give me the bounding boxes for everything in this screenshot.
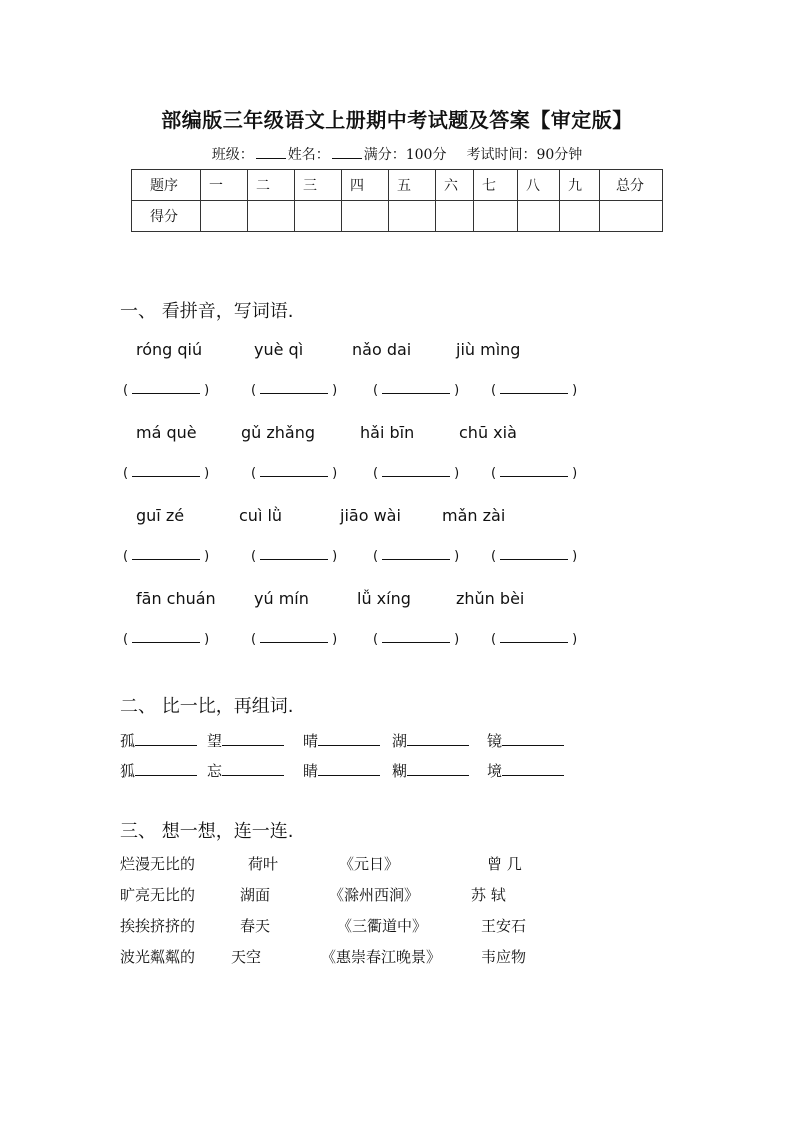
pinyin-word: mǎn zài	[442, 506, 506, 525]
score-cell[interactable]	[248, 201, 295, 232]
score-header-cell: 总分	[600, 170, 663, 201]
score-cell[interactable]	[201, 201, 248, 232]
compare-item[interactable]: 镜	[487, 730, 564, 751]
exam-info	[0, 144, 794, 164]
score-header-cell: 五	[389, 170, 436, 201]
score-cell[interactable]	[474, 201, 518, 232]
name-label: 姓名：	[287, 147, 330, 163]
answer-blank[interactable]: ( )	[491, 383, 578, 398]
compare-item[interactable]: 睛	[303, 760, 380, 781]
compare-item[interactable]: 晴	[303, 730, 380, 751]
answer-blank[interactable]: ( )	[123, 632, 210, 647]
section2-heading: 二、 比一比，再组词.	[120, 696, 294, 717]
pinyin-word: lǚ xíng	[357, 589, 411, 608]
answer-blank[interactable]: ( )	[373, 466, 460, 481]
answer-blank[interactable]: ( )	[123, 466, 210, 481]
pinyin-word: hǎi bīn	[360, 423, 415, 442]
match-poet[interactable]: 王安石	[481, 917, 527, 935]
score-cell[interactable]	[436, 201, 474, 232]
pinyin-word: má què	[136, 423, 197, 442]
compare-item[interactable]: 境	[487, 760, 564, 781]
score-header-row	[132, 170, 663, 201]
answer-blank[interactable]: ( )	[491, 632, 578, 647]
match-adjective[interactable]: 烂漫无比的	[120, 855, 196, 873]
compare-item[interactable]: 狐	[120, 760, 197, 781]
pinyin-word: jiù mìng	[456, 340, 521, 359]
compare-item[interactable]: 忘	[207, 760, 284, 781]
pinyin-word: chū xià	[459, 423, 517, 442]
match-poem[interactable]: 《滁州西涧》	[329, 886, 420, 904]
pinyin-word: nǎo dai	[352, 340, 412, 359]
answer-blank[interactable]: ( )	[251, 466, 338, 481]
pinyin-word: fān chuán	[136, 589, 216, 608]
pinyin-word: yuè qì	[254, 340, 304, 359]
match-noun[interactable]: 湖面	[240, 886, 271, 904]
pinyin-word: gǔ zhǎng	[241, 423, 316, 442]
section3-heading: 三、 想一想，连一连.	[120, 821, 294, 842]
name-blank[interactable]	[332, 146, 362, 159]
score-header-cell: 八	[518, 170, 560, 201]
compare-item[interactable]: 糊	[392, 760, 469, 781]
pinyin-word: guī zé	[136, 506, 185, 525]
match-poem[interactable]: 《惠崇春江晚景》	[321, 948, 442, 966]
answer-blank[interactable]: ( )	[373, 549, 460, 564]
score-cell[interactable]	[342, 201, 389, 232]
compare-item[interactable]: 孤	[120, 730, 197, 751]
match-adjective[interactable]: 旷亮无比的	[120, 886, 196, 904]
answer-blank[interactable]: ( )	[123, 383, 210, 398]
score-row-label: 得分	[132, 201, 201, 232]
section1-heading: 一、 看拼音，写词语.	[120, 301, 294, 322]
score-header-cell: 九	[560, 170, 600, 201]
answer-blank[interactable]: ( )	[123, 549, 210, 564]
score-cell[interactable]	[600, 201, 663, 232]
class-label: 班级：	[211, 147, 254, 163]
answer-blank[interactable]: ( )	[491, 549, 578, 564]
score-cell[interactable]	[389, 201, 436, 232]
pinyin-word: jiāo wài	[340, 506, 401, 525]
match-poem[interactable]: 《三衢道中》	[337, 917, 428, 935]
pinyin-word: yú mín	[254, 589, 309, 608]
pinyin-word: zhǔn bèi	[456, 589, 525, 608]
match-poet[interactable]: 韦应物	[481, 948, 527, 966]
page-title: 部编版三年级语文上册期中考试题及答案【审定版】	[161, 108, 633, 132]
answer-blank[interactable]: ( )	[373, 383, 460, 398]
match-adjective[interactable]: 波光粼粼的	[120, 948, 196, 966]
answer-blank[interactable]: ( )	[251, 549, 338, 564]
full-score: 满分：100分	[363, 147, 447, 163]
class-blank[interactable]	[256, 146, 286, 159]
answer-blank[interactable]: ( )	[373, 632, 460, 647]
match-noun[interactable]: 天空	[231, 948, 262, 966]
score-row	[132, 201, 663, 232]
score-header-cell: 七	[474, 170, 518, 201]
score-header-cell: 三	[295, 170, 342, 201]
score-cell[interactable]	[518, 201, 560, 232]
answer-blank[interactable]: ( )	[251, 383, 338, 398]
score-header-cell: 题序	[132, 170, 201, 201]
score-header-cell: 二	[248, 170, 295, 201]
match-poem[interactable]: 《元日》	[339, 855, 400, 873]
pinyin-word: róng qiú	[136, 340, 203, 359]
exam-time: 考试时间：90分钟	[466, 147, 583, 163]
match-adjective[interactable]: 挨挨挤挤的	[120, 917, 196, 935]
compare-item[interactable]: 湖	[392, 730, 469, 751]
answer-blank[interactable]: ( )	[251, 632, 338, 647]
score-header-cell: 一	[201, 170, 248, 201]
match-poet[interactable]: 曾 几	[487, 855, 522, 873]
score-header-cell: 六	[436, 170, 474, 201]
score-header-cell: 四	[342, 170, 389, 201]
compare-item[interactable]: 望	[207, 730, 284, 751]
match-noun[interactable]: 荷叶	[248, 855, 279, 873]
match-poet[interactable]: 苏 轼	[471, 886, 506, 904]
score-cell[interactable]	[560, 201, 600, 232]
answer-blank[interactable]: ( )	[491, 466, 578, 481]
match-noun[interactable]: 春天	[240, 917, 271, 935]
score-cell[interactable]	[295, 201, 342, 232]
score-table	[131, 169, 663, 232]
pinyin-word: cuì lǜ	[239, 506, 283, 525]
